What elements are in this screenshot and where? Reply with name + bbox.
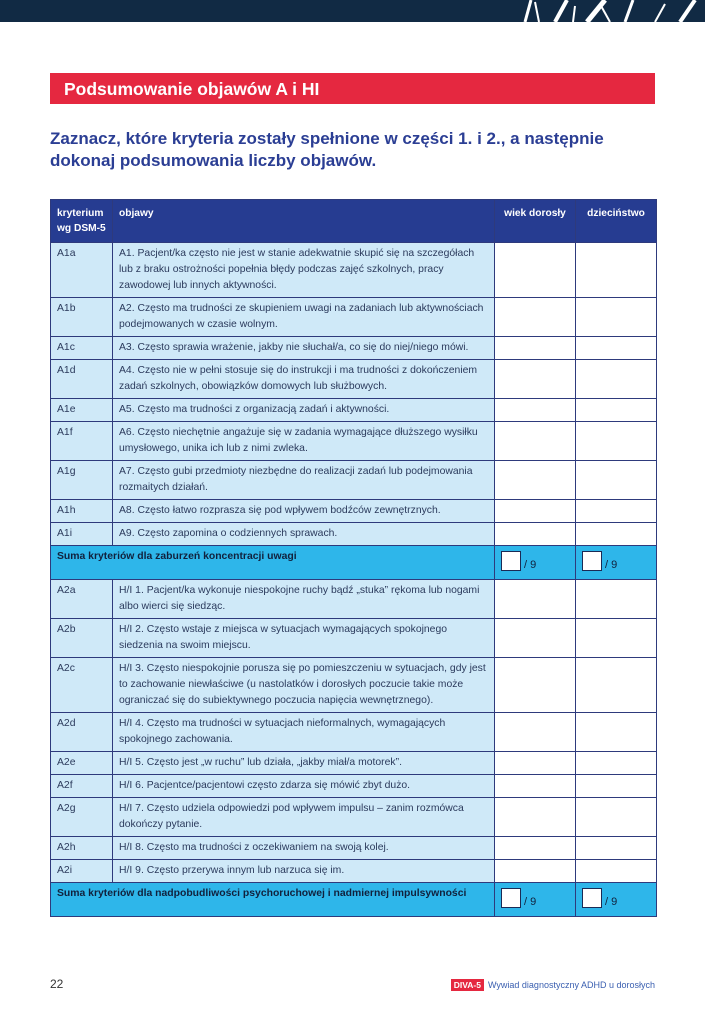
- header-criterion: kryterium wg DSM-5: [51, 200, 113, 243]
- intro-instruction: Zaznacz, które kryteria zostały spełnione w części 1. i 2., a następnie dokonaj podsumowania liczby objawów.: [50, 129, 604, 170]
- symptom-description: A3. Często sprawia wrażenie, jakby nie słuchał/a, co się do niej/niego mówi.: [113, 337, 495, 360]
- childhood-check-cell[interactable]: [576, 658, 657, 713]
- denominator: / 9: [605, 895, 618, 908]
- symptom-description: A4. Często nie w pełni stosuje się do instrukcji i ma trudności z dokończeniem zadań szkolnych, obowiązków domowych lub służbowych.: [113, 360, 495, 399]
- adult-sum-input-box[interactable]: [501, 551, 521, 571]
- denominator: / 9: [605, 558, 618, 571]
- footer-title: [451, 979, 655, 991]
- table-row: [51, 523, 657, 546]
- childhood-check-cell[interactable]: [576, 298, 657, 337]
- criterion-code: A2c: [51, 658, 113, 713]
- table-row: [51, 243, 657, 298]
- child-sum-cell: [576, 883, 657, 917]
- adult-check-cell[interactable]: [495, 523, 576, 546]
- symptom-description: H/I 7. Często udziela odpowiedzi pod wpływem impulsu – zanim rozmówca dokończy pytanie.: [113, 798, 495, 837]
- adult-check-cell[interactable]: [495, 752, 576, 775]
- childhood-check-cell[interactable]: [576, 337, 657, 360]
- table-row: [51, 500, 657, 523]
- table-row: [51, 837, 657, 860]
- adult-check-cell[interactable]: [495, 360, 576, 399]
- symptom-description: H/I 2. Często wstaje z miejsca w sytuacjach wymagających spokojnego siedzenia na swoim miejscu.: [113, 619, 495, 658]
- criterion-code: A1e: [51, 399, 113, 422]
- hyper-sum-section: [51, 883, 657, 917]
- childhood-check-cell[interactable]: [576, 243, 657, 298]
- criterion-code: A1g: [51, 461, 113, 500]
- childhood-check-cell[interactable]: [576, 860, 657, 883]
- symptom-description: A9. Często zapomina o codziennych sprawach.: [113, 523, 495, 546]
- table-header-row: [51, 200, 657, 243]
- criterion-code: A2a: [51, 580, 113, 619]
- table-row: [51, 658, 657, 713]
- diva-logo: DIVA-5: [451, 979, 484, 991]
- criterion-code: A2d: [51, 713, 113, 752]
- adult-sum-cell: [495, 883, 576, 917]
- criterion-code: A2f: [51, 775, 113, 798]
- criterion-code: A1a: [51, 243, 113, 298]
- table-row: [51, 580, 657, 619]
- denominator: / 9: [524, 558, 537, 571]
- criterion-code: A2e: [51, 752, 113, 775]
- child-sum-input-box[interactable]: [582, 888, 602, 908]
- symptom-description: H/I 1. Pacjent/ka wykonuje niespokojne ruchy bądź „stuka” rękoma lub nogami albo wierci się siedząc.: [113, 580, 495, 619]
- child-sum-cell: [576, 546, 657, 580]
- symptom-description: H/I 8. Często ma trudności z oczekiwaniem na swoją kolej.: [113, 837, 495, 860]
- childhood-check-cell[interactable]: [576, 399, 657, 422]
- childhood-check-cell[interactable]: [576, 461, 657, 500]
- criterion-code: A2h: [51, 837, 113, 860]
- adult-check-cell[interactable]: [495, 658, 576, 713]
- table-row: [51, 619, 657, 658]
- criterion-code: A1f: [51, 422, 113, 461]
- table-row: [51, 860, 657, 883]
- criteria-table: [50, 199, 657, 917]
- childhood-check-cell[interactable]: [576, 752, 657, 775]
- table-row: [51, 298, 657, 337]
- adult-check-cell[interactable]: [495, 243, 576, 298]
- childhood-check-cell[interactable]: [576, 523, 657, 546]
- header-symptoms: objawy: [113, 200, 495, 243]
- symptom-description: A6. Często niechętnie angażuje się w zadania wymagające dłuższego wysiłku umysłowego, unika ich lub z nimi zwleka.: [113, 422, 495, 461]
- header-childhood: dzieciństwo: [576, 200, 657, 243]
- adult-check-cell[interactable]: [495, 422, 576, 461]
- adult-check-cell[interactable]: [495, 837, 576, 860]
- page-number: 22: [50, 977, 64, 991]
- table-row: [51, 360, 657, 399]
- symptom-description: H/I 5. Często jest „w ruchu” lub działa, „jakby miał/a motorek”.: [113, 752, 495, 775]
- table-row: [51, 752, 657, 775]
- symptom-description: A5. Często ma trudności z organizacją zadań i aktywności.: [113, 399, 495, 422]
- adult-sum-input-box[interactable]: [501, 888, 521, 908]
- attention-sum-section: [51, 546, 657, 580]
- adult-check-cell[interactable]: [495, 619, 576, 658]
- symptom-description: A8. Często łatwo rozprasza się pod wpływem bodźców zewnętrznych.: [113, 500, 495, 523]
- criterion-code: A1d: [51, 360, 113, 399]
- table-row: [51, 461, 657, 500]
- criterion-code: A2g: [51, 798, 113, 837]
- header-adult: wiek dorosły: [495, 200, 576, 243]
- table-row: [51, 399, 657, 422]
- sum-label: Suma kryteriów dla nadpobudliwości psychoruchowej i nadmiernej impulsywności: [51, 883, 495, 917]
- hyperactivity-section: [51, 580, 657, 883]
- childhood-check-cell[interactable]: [576, 775, 657, 798]
- criterion-code: A2b: [51, 619, 113, 658]
- hyper-sum-row: [51, 883, 657, 917]
- top-decoration-bar: [0, 0, 705, 22]
- attention-section: [51, 243, 657, 546]
- criterion-code: A1i: [51, 523, 113, 546]
- symptom-description: H/I 6. Pacjentce/pacjentowi często zdarza się mówić zbyt dużo.: [113, 775, 495, 798]
- criterion-code: A1h: [51, 500, 113, 523]
- childhood-check-cell[interactable]: [576, 360, 657, 399]
- table-row: [51, 798, 657, 837]
- symptom-description: A1. Pacjent/ka często nie jest w stanie adekwatnie skupić się na szczegółach lub z braku ostrożności popełnia błędy podczas zajęć szkolnych, pracy zawodowej lub innych aktywności.: [113, 243, 495, 298]
- criterion-code: A2i: [51, 860, 113, 883]
- symptom-description: H/I 3. Często niespokojnie porusza się po pomieszczeniu w sytuacjach, gdy jest to zachowanie niewłaściwe (u nastolatków i dorosłych poczucie takie może ograniczać się do subiektywnego poczucia napięcia wewnętrznego).: [113, 658, 495, 713]
- childhood-check-cell[interactable]: [576, 798, 657, 837]
- childhood-check-cell[interactable]: [576, 422, 657, 461]
- table-row: [51, 337, 657, 360]
- childhood-check-cell[interactable]: [576, 619, 657, 658]
- table-row: [51, 713, 657, 752]
- childhood-check-cell[interactable]: [576, 500, 657, 523]
- adult-check-cell[interactable]: [495, 298, 576, 337]
- symptom-description: A2. Często ma trudności ze skupieniem uwagi na zadaniach lub aktywnościach podejmowanych w czasie wolnym.: [113, 298, 495, 337]
- criterion-code: A1b: [51, 298, 113, 337]
- adult-check-cell[interactable]: [495, 860, 576, 883]
- table-row: [51, 422, 657, 461]
- adult-check-cell[interactable]: [495, 461, 576, 500]
- symptom-description: H/I 4. Często ma trudności w sytuacjach nieformalnych, wymagających spokojnego zachowania.: [113, 713, 495, 752]
- denominator: / 9: [524, 895, 537, 908]
- symptom-description: H/I 9. Często przerywa innym lub narzuca się im.: [113, 860, 495, 883]
- leaf-decoration-icon: [515, 0, 705, 22]
- adult-sum-cell: [495, 546, 576, 580]
- adult-check-cell[interactable]: [495, 713, 576, 752]
- adult-check-cell[interactable]: [495, 500, 576, 523]
- section-banner: Podsumowanie objawów A i HI: [50, 73, 655, 104]
- adult-check-cell[interactable]: [495, 775, 576, 798]
- childhood-check-cell[interactable]: [576, 837, 657, 860]
- symptom-description: A7. Często gubi przedmioty niezbędne do realizacji zadań lub podejmowania rozmaitych działań.: [113, 461, 495, 500]
- sum-label: Suma kryteriów dla zaburzeń koncentracji uwagi: [51, 546, 495, 580]
- adult-check-cell[interactable]: [495, 580, 576, 619]
- criterion-code: A1c: [51, 337, 113, 360]
- table-row: [51, 775, 657, 798]
- childhood-check-cell[interactable]: [576, 580, 657, 619]
- childhood-check-cell[interactable]: [576, 713, 657, 752]
- adult-check-cell[interactable]: [495, 337, 576, 360]
- adult-check-cell[interactable]: [495, 798, 576, 837]
- attention-sum-row: [51, 546, 657, 580]
- adult-check-cell[interactable]: [495, 399, 576, 422]
- child-sum-input-box[interactable]: [582, 551, 602, 571]
- footer-title-text: Wywiad diagnostyczny ADHD u dorosłych: [488, 980, 655, 990]
